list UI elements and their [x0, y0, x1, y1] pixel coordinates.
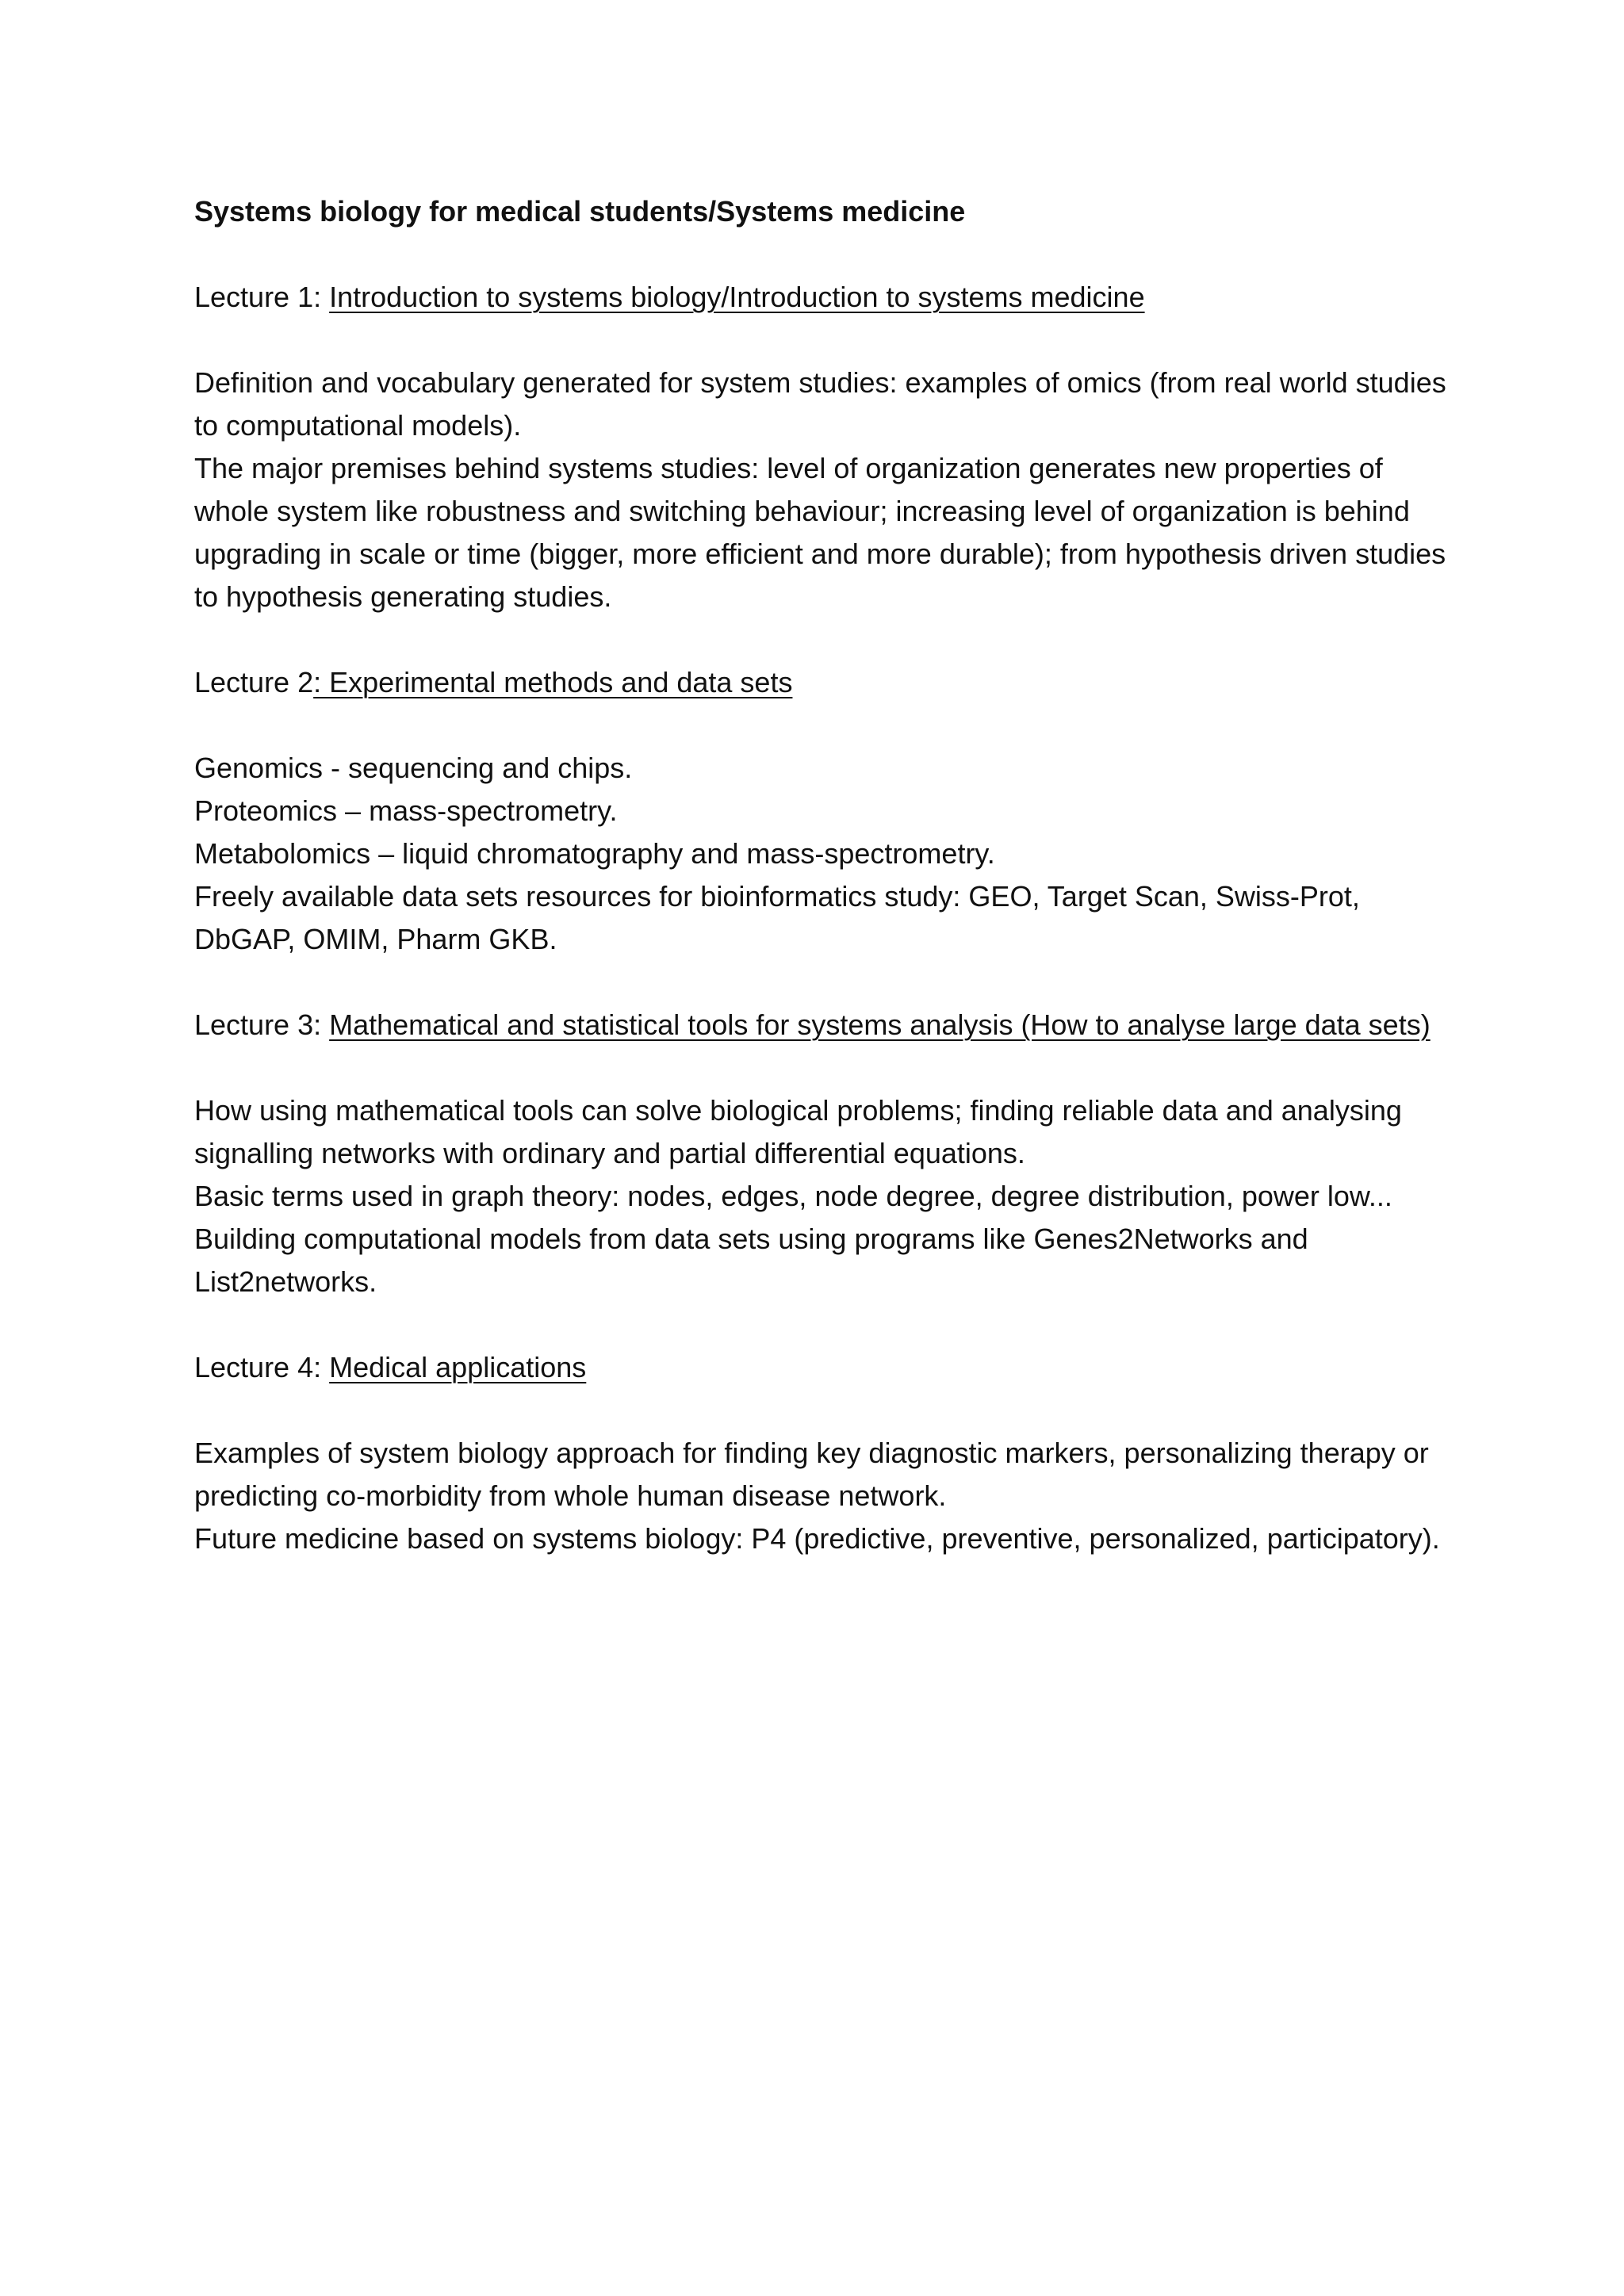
lecture-2-paragraph: Freely available data sets resources for bioinformatics study: GEO, Target Scan, Swiss-Prot, DbGAP, OMIM, Pharm GKB.: [194, 880, 1360, 955]
lecture-1-title: Introduction to systems biology/Introduction to systems medicine: [329, 281, 1145, 313]
spacer: [194, 704, 1447, 747]
lecture-2-title: : Experimental methods and data sets: [313, 666, 793, 698]
lecture-2-paragraph: Proteomics – mass-spectrometry.: [194, 794, 618, 827]
lecture-1-heading: [194, 276, 1447, 319]
lecture-4-heading: [194, 1346, 1447, 1389]
lecture-2-heading: [194, 661, 1447, 704]
document-title: Systems biology for medical students/Systems medicine: [194, 195, 966, 228]
lecture-2-prefix: Lecture 2: [194, 666, 314, 698]
spacer: [194, 1389, 1447, 1432]
lecture-1-prefix: Lecture 1:: [194, 281, 330, 313]
document-page: [194, 190, 1447, 1560]
lecture-3-paragraph: How using mathematical tools can solve biological problems; finding reliable data and analysing signalling networks with ordinary and partial differential equations.: [194, 1094, 1402, 1169]
lecture-4-paragraph: Future medicine based on systems biology: P4 (predictive, preventive, personalized, participatory).: [194, 1522, 1440, 1555]
spacer: [194, 961, 1447, 1004]
lecture-3-title: Mathematical and statistical tools for systems analysis (How to analyse large data sets): [329, 1008, 1431, 1041]
lecture-4-paragraph: Examples of system biology approach for finding key diagnostic markers, personalizing therapy or predicting co-morbidity from whole human disease network.: [194, 1437, 1429, 1512]
lecture-3-heading: [194, 1004, 1447, 1047]
spacer: [194, 233, 1447, 276]
lecture-2-paragraph: Metabolomics – liquid chromatography and mass-spectrometry.: [194, 837, 995, 870]
spacer: [194, 1047, 1447, 1089]
lecture-2-paragraph: Genomics - sequencing and chips.: [194, 752, 633, 784]
lecture-1-paragraph: The major premises behind systems studies: level of organization generates new properties of whole system like robustness and switching behaviour; increasing level of organization is behind upgrading in scale or time (bigger, more efficient and more durable); from hypothesis driven studies to hypothesis generating studies.: [194, 452, 1446, 613]
lecture-1-paragraph: Definition and vocabulary generated for system studies: examples of omics (from real world studies to computational models).: [194, 366, 1446, 442]
spacer: [194, 1303, 1447, 1346]
spacer: [194, 319, 1447, 362]
spacer: [194, 618, 1447, 661]
lecture-4-prefix: Lecture 4:: [194, 1351, 330, 1383]
lecture-3-paragraph: Basic terms used in graph theory: nodes, edges, node degree, degree distribution, power low...: [194, 1180, 1392, 1212]
lecture-3-paragraph: Building computational models from data sets using programs like Genes2Networks and List2networks.: [194, 1223, 1308, 1298]
lecture-3-prefix: Lecture 3:: [194, 1008, 330, 1041]
lecture-4-title: Medical applications: [329, 1351, 587, 1383]
